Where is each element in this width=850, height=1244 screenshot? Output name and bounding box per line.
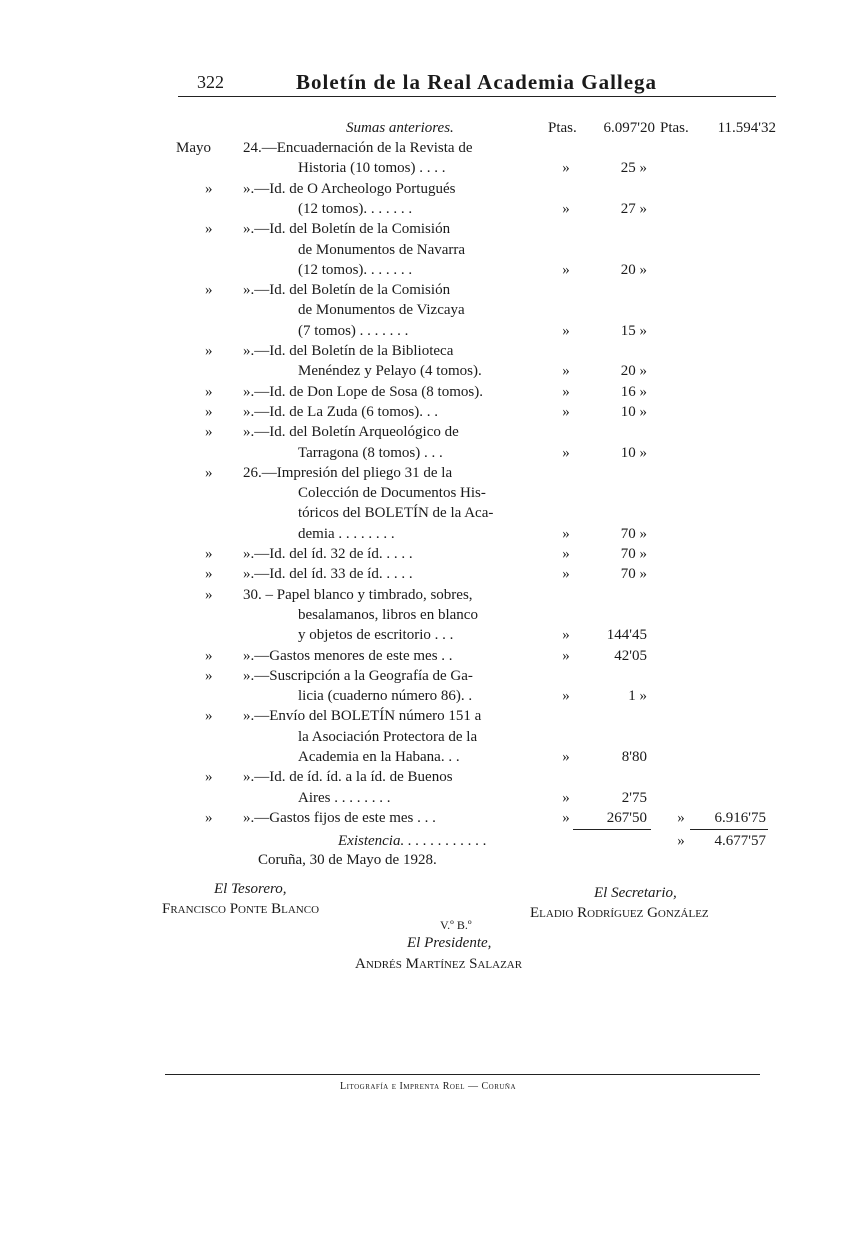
existencia-label: Existencia. . . . . . . . . . . . <box>338 833 487 849</box>
ditto-mark: » <box>205 668 213 684</box>
entry-text: (7 tomos) . . . . . . . <box>298 323 409 339</box>
ditto-mark: » <box>205 424 213 440</box>
total-mark: » <box>677 810 685 826</box>
entry-text: 26.—Impresión del pliego 31 de la <box>243 465 453 481</box>
ledger-row <box>0 402 850 422</box>
running-title: Boletín de la Real Academia Gallega <box>296 70 658 94</box>
ditto-mark: » <box>205 708 213 724</box>
president-role: El Presidente, <box>407 935 492 951</box>
currency-mark: » <box>562 445 570 461</box>
entry-text: ».—Id. de Don Lope de Sosa (8 tomos). <box>243 384 483 400</box>
currency-mark: » <box>562 546 570 562</box>
ledger-row <box>0 605 850 625</box>
entry-text: Aires . . . . . . . . <box>298 790 391 806</box>
ledger-row <box>0 382 850 402</box>
ledger-row <box>0 767 850 787</box>
entry-text: licia (cuaderno número 86). . <box>298 688 473 704</box>
ledger-row <box>0 544 850 564</box>
ledger-row <box>0 808 850 828</box>
ditto-mark: » <box>205 282 213 298</box>
entry-amount: 16 » <box>620 384 647 400</box>
opening-ptas1: Ptas. <box>548 120 577 136</box>
entry-text: ».—Id. del íd. 33 de íd. . . . . <box>243 566 413 582</box>
secretary-name: Eladio Rodríguez González <box>530 905 709 921</box>
ledger-row <box>0 219 850 239</box>
ledger-row <box>0 727 850 747</box>
currency-mark: » <box>562 749 570 765</box>
ditto-mark: » <box>205 343 213 359</box>
ledger-row <box>0 138 850 158</box>
entry-text: 30. – Papel blanco y timbrado, sobres, <box>243 587 473 603</box>
ledger-row <box>0 625 850 645</box>
ledger-row <box>0 240 850 260</box>
ledger-row <box>0 443 850 463</box>
entry-text: ».—Id. de O Archeologo Portugués <box>243 181 456 197</box>
entry-text: Academia en la Habana. . . <box>298 749 460 765</box>
ledger-row <box>0 158 850 178</box>
entry-text: demia . . . . . . . . <box>298 526 395 542</box>
ditto-mark: » <box>205 221 213 237</box>
entry-text: de Monumentos de Vizcaya <box>298 302 465 318</box>
ledger-row <box>0 788 850 808</box>
currency-mark: » <box>562 810 570 826</box>
ledger-row <box>0 585 850 605</box>
ditto-mark: » <box>205 465 213 481</box>
ledger-row <box>0 280 850 300</box>
ditto-mark: » <box>205 384 213 400</box>
entry-amount: 20 » <box>620 262 647 278</box>
entry-text: ».—Id. del Boletín de la Comisión <box>243 282 451 298</box>
entry-text: ».—Id. del Boletín de la Comisión <box>243 221 451 237</box>
currency-mark: » <box>562 323 570 339</box>
entry-text: ».—Id. del Boletín de la Biblioteca <box>243 343 454 359</box>
ditto-mark: » <box>205 587 213 603</box>
currency-mark: » <box>562 526 570 542</box>
footer-rule <box>165 1074 760 1075</box>
entry-text: (12 tomos). . . . . . . <box>298 262 413 278</box>
month-label: Mayo <box>176 140 211 156</box>
entry-amount: 8'80 <box>621 749 647 765</box>
ledger-row <box>0 524 850 544</box>
entry-text: la Asociación Protectora de la <box>298 729 478 745</box>
ditto-mark: » <box>205 769 213 785</box>
entry-text: ».—Id. del Boletín Arqueológico de <box>243 424 459 440</box>
currency-mark: » <box>562 363 570 379</box>
entry-amount: 27 » <box>620 201 647 217</box>
entry-amount: 267'50 <box>606 810 647 826</box>
currency-mark: » <box>562 262 570 278</box>
ledger-row <box>0 341 850 361</box>
ledger-row <box>0 300 850 320</box>
entry-text: Tarragona (8 tomos) . . . <box>298 445 443 461</box>
entry-text: ».—Gastos fijos de este mes . . . <box>243 810 436 826</box>
ditto-mark: » <box>205 181 213 197</box>
entry-amount: 15 » <box>620 323 647 339</box>
ledger-row <box>0 706 850 726</box>
entry-text: (12 tomos). . . . . . . <box>298 201 413 217</box>
president-name: Andrés Martínez Salazar <box>355 956 523 972</box>
existencia-mark: » <box>677 833 685 849</box>
treasurer-name: Francisco Ponte Blanco <box>162 901 320 917</box>
entry-amount: 70 » <box>620 566 647 582</box>
ledger-row <box>0 463 850 483</box>
ditto-mark: » <box>205 566 213 582</box>
entry-text: ».—Suscripción a la Geografía de Ga- <box>243 668 473 684</box>
ledger-row <box>0 646 850 666</box>
currency-mark: » <box>562 790 570 806</box>
ledger-row <box>0 564 850 584</box>
entry-amount: 42'05 <box>614 648 647 664</box>
ledger-row <box>0 179 850 199</box>
ditto-mark: » <box>205 546 213 562</box>
secretary-role: El Secretario, <box>594 885 677 901</box>
ledger-row <box>0 260 850 280</box>
entry-text: ».—Id. de La Zuda (6 tomos). . . <box>243 404 438 420</box>
ledger-row <box>0 503 850 523</box>
entry-text: 24.—Encuadernación de la Revista de <box>243 140 473 156</box>
entry-text: Historia (10 tomos) . . . . <box>298 160 446 176</box>
entry-text: y objetos de escritorio . . . <box>298 627 454 643</box>
entry-text: ».—Id. del íd. 32 de íd. . . . . <box>243 546 413 562</box>
entry-amount: 10 » <box>620 404 647 420</box>
entry-text: ».—Id. de íd. íd. a la íd. de Buenos <box>243 769 453 785</box>
ledger-row <box>0 483 850 503</box>
ledger-row <box>0 747 850 767</box>
ditto-mark: » <box>205 810 213 826</box>
entry-text: besalamanos, libros en blanco <box>298 607 478 623</box>
entry-text: Colección de Documentos His- <box>298 485 486 501</box>
currency-mark: » <box>562 648 570 664</box>
ditto-mark: » <box>205 404 213 420</box>
entry-amount: 70 » <box>620 526 647 542</box>
existencia-amount: 4.677'57 <box>714 833 766 849</box>
opening-amount2: 11.594'32 <box>717 120 776 136</box>
place-date: Coruña, 30 de Mayo de 1928. <box>258 852 437 868</box>
total-amount: 6.916'75 <box>714 810 766 826</box>
ditto-mark: » <box>205 648 213 664</box>
entry-amount: 10 » <box>620 445 647 461</box>
currency-mark: » <box>562 404 570 420</box>
entry-amount: 1 » <box>628 688 647 704</box>
currency-mark: » <box>562 566 570 582</box>
entry-text: de Monumentos de Navarra <box>298 242 466 258</box>
ledger-row <box>0 666 850 686</box>
ledger-row <box>0 422 850 442</box>
opening-balance-row <box>0 118 850 138</box>
header-rule <box>178 96 776 97</box>
entry-text: ».—Gastos menores de este mes . . <box>243 648 453 664</box>
page-number: 322 <box>197 72 224 92</box>
existencia-row <box>0 831 850 851</box>
entry-text: Menéndez y Pelayo (4 tomos). <box>298 363 482 379</box>
currency-mark: » <box>562 160 570 176</box>
currency-mark: » <box>562 384 570 400</box>
currency-mark: » <box>562 627 570 643</box>
currency-mark: » <box>562 688 570 704</box>
ledger-row <box>0 321 850 341</box>
ledger-row <box>0 199 850 219</box>
entry-text: tóricos del BOLETÍN de la Aca- <box>298 505 494 521</box>
treasurer-role: El Tesorero, <box>214 881 287 897</box>
entry-amount: 25 » <box>620 160 647 176</box>
printer-imprint: Litografía e Imprenta Roel — Coruña <box>340 1081 517 1092</box>
entry-amount: 2'75 <box>621 790 647 806</box>
opening-label: Sumas anteriores. <box>346 120 454 136</box>
entry-text: ».—Envío del BOLETÍN número 151 a <box>243 708 482 724</box>
total-rule <box>690 829 768 830</box>
subtotal-rule <box>573 829 651 830</box>
currency-mark: » <box>562 201 570 217</box>
ledger-row <box>0 361 850 381</box>
entry-amount: 144'45 <box>606 627 647 643</box>
entry-amount: 70 » <box>620 546 647 562</box>
ledger-row <box>0 686 850 706</box>
opening-amount1: 6.097'20 <box>603 120 655 136</box>
visto-bueno: V.º B.º <box>440 918 472 932</box>
entry-amount: 20 » <box>620 363 647 379</box>
opening-ptas2: Ptas. <box>660 120 689 136</box>
